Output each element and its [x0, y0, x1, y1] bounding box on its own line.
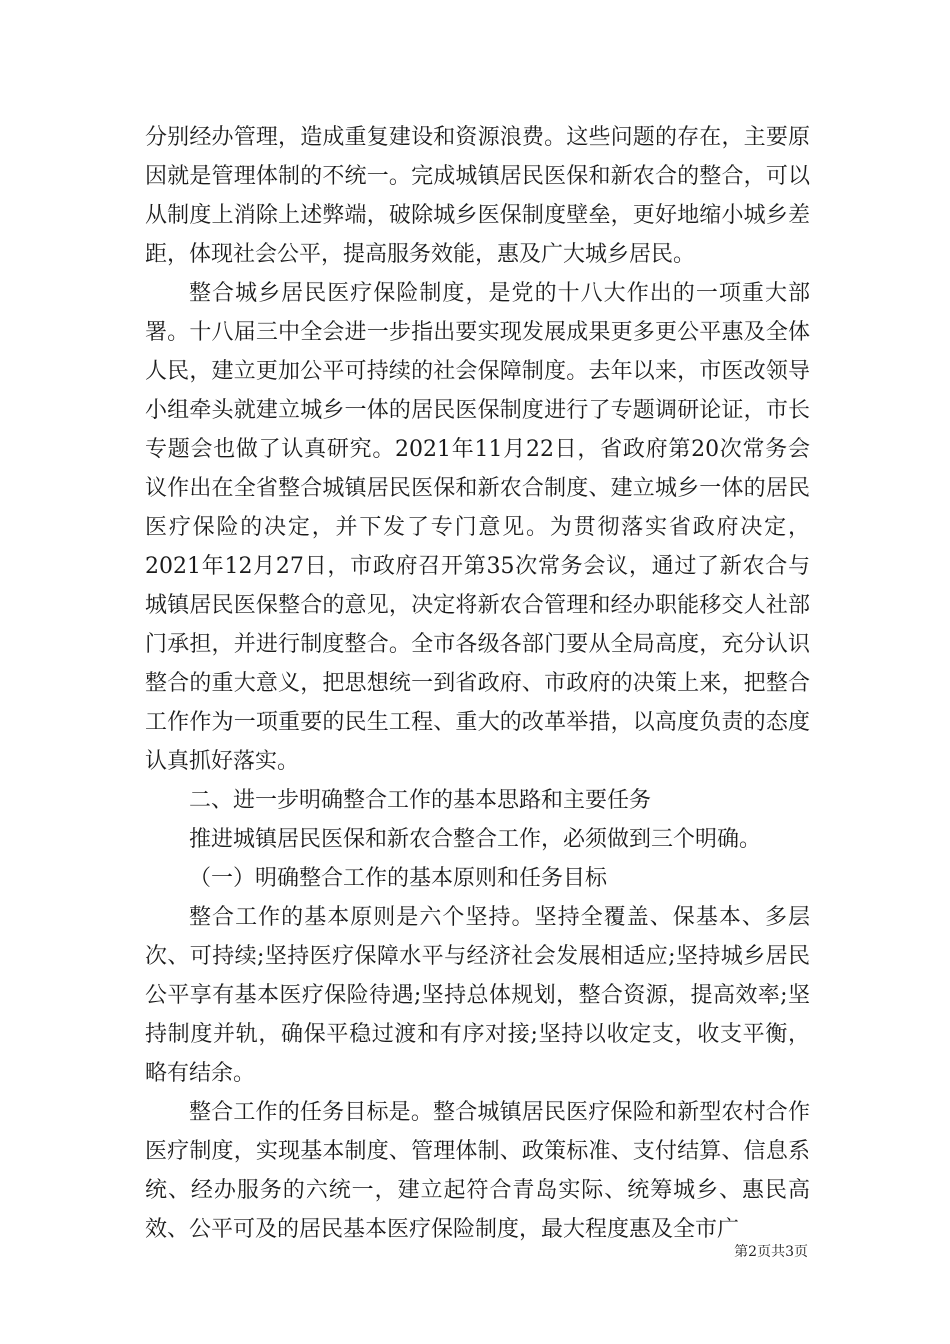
paragraph-2: 整合城乡居民医疗保险制度，是党的十八大作出的一项重大部署。十八届三中全会进一步指出要实现发展成果更多更公平惠及全体人民，建立更加公平可持续的社会保障制度。去年以来，市医改领导小组牵头就建立城乡一体的居民医保制度进行了专题调研论证，市长专题会也做了认真研究。2021年11月22日，省政府第20次常务会议作出在全省整合城镇居民医保和新农合制度、建立城乡一体的居民医疗保险的决定，并下发了专门意见。为贯彻落实省政府决定，2021年12月27日，市政府召开第35次常务会议，通过了新农合与城镇居民医保整合的意见，决定将新农合管理和经办职能移交人社部门承担，并进行制度整合。全市各级各部门要从全局高度，充分认识整合的重大意义，把思想统一到省政府、市政府的决策上来，把整合工作作为一项重要的民生工程、重大的改革举措，以高度负责的态度认真抓好落实。 [145, 281, 810, 774]
paragraph-goals: 整合工作的任务目标是。整合城镇居民医疗保险和新型农村合作医疗制度，实现基本制度、管理体制、政策标准、支付结算、信息系统、经办服务的六统一，建立起符合青岛实际、统筹城乡、惠民高效、公平可及的居民基本医疗保险制度，最大程度惠及全市广 [145, 1100, 810, 1242]
subsection-heading: （一）明确整合工作的基本原则和任务目标 [189, 866, 608, 891]
page-number: 第2页共3页 [734, 1244, 808, 1260]
paragraph-1: 分别经办管理，造成重复建设和资源浪费。这些问题的存在，主要原因就是管理体制的不统一。完成城镇居民医保和新农合的整合，可以从制度上消除上述弊端，破除城乡医保制度壁垒，更好地缩小城乡差距，体现社会公平，提高服务效能，惠及广大城乡居民。 [145, 125, 810, 267]
paragraph-principles: 整合工作的基本原则是六个坚持。坚持全覆盖、保基本、多层次、可持续;坚持医疗保障水平与经济社会发展相适应;坚持城乡居民公平享有基本医疗保险待遇;坚持总体规划，整合资源，提高效率;坚持制度并轨，确保平稳过渡和有序对接;坚持以收定支，收支平衡，略有结余。 [145, 905, 810, 1086]
section-heading: 二、进一步明确整合工作的基本思路和主要任务 [189, 788, 652, 813]
document-body [145, 118, 810, 1249]
paragraph-intro: 推进城镇居民医保和新农合整合工作，必须做到三个明确。 [189, 827, 762, 852]
